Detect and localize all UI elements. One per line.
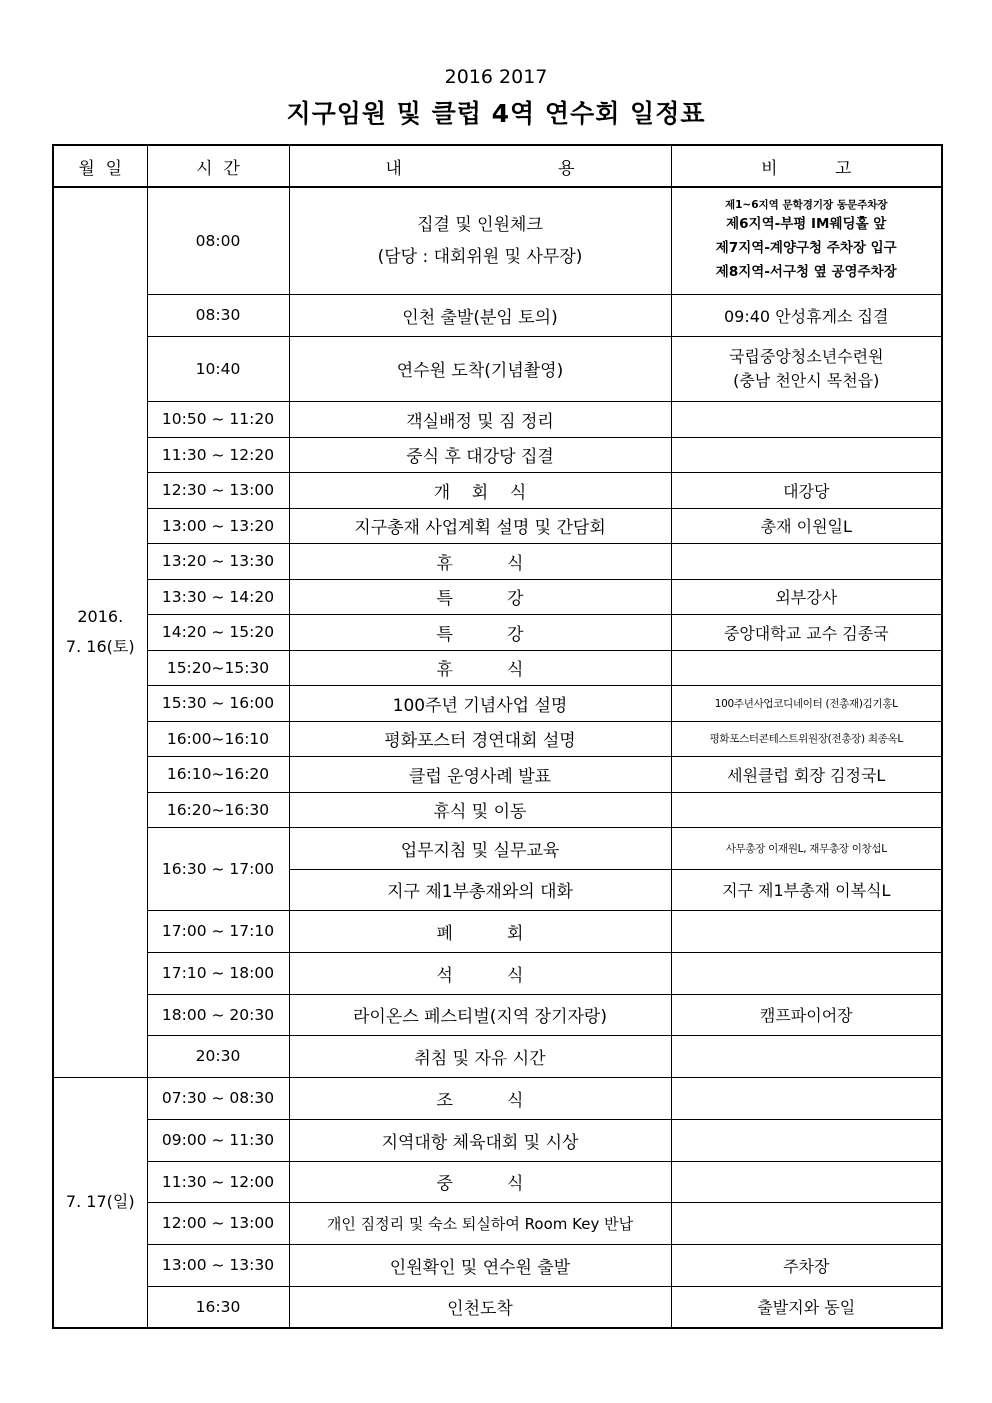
table-row [53, 827, 942, 869]
time-cell: 16:10~16:20 [147, 756, 289, 792]
note-cell: 주차장 [671, 1244, 942, 1286]
column-header-date: 월 일 [53, 145, 147, 187]
table-row [53, 437, 942, 472]
day1-date-year: 2016. [77, 607, 124, 627]
time-cell: 17:00 ~ 17:10 [147, 910, 289, 952]
content-cell: 개 회 식 [289, 472, 671, 508]
note-cell: 제1~6지역 문학경기장 동문주차장 제6지역-부평 IM웨딩홀 앞 제7지역-계양구청 주차장 입구 제8지역-서구청 옆 공영주차장 [671, 187, 942, 294]
table-row [53, 910, 942, 952]
content-cell: 연수원 도착(기념촬영) [289, 336, 671, 401]
table-row [53, 1119, 942, 1161]
note-cell [671, 792, 942, 827]
note-cell: 중앙대학교 교수 김종국 [671, 614, 942, 650]
table-row [53, 508, 942, 543]
table-row [53, 952, 942, 994]
table-row [53, 1077, 942, 1119]
note-cell [671, 1035, 942, 1077]
time-cell: 17:10 ~ 18:00 [147, 952, 289, 994]
time-cell: 14:20 ~ 15:20 [147, 614, 289, 650]
table-header-row [53, 145, 942, 187]
content-cell: 100주년 기념사업 설명 [289, 685, 671, 721]
content-cell: 라이온스 페스티벌(지역 장기자랑) [289, 994, 671, 1035]
note-cell: 총재 이원일L [671, 508, 942, 543]
note-cell [671, 543, 942, 579]
column-header-note: 비 고 [671, 145, 942, 187]
time-cell: 16:20~16:30 [147, 792, 289, 827]
note-cell [671, 650, 942, 685]
table-row [53, 1202, 942, 1244]
table-row [53, 994, 942, 1035]
time-cell: 08:30 [147, 294, 289, 336]
content-cell: 집결 및 인원체크 (담당 : 대회위원 및 사무장) [289, 187, 671, 294]
column-header-time: 시 간 [147, 145, 289, 187]
note-cell [671, 1077, 942, 1119]
content-cell: 석 식 [289, 952, 671, 994]
table-row [53, 336, 942, 401]
day1-date-cell [53, 187, 147, 1077]
time-cell: 18:00 ~ 20:30 [147, 994, 289, 1035]
content-cell: 지역대항 체육대회 및 시상 [289, 1119, 671, 1161]
note-cell: 지구 제1부총재 이복식L [671, 869, 942, 910]
time-cell: 16:00~16:10 [147, 721, 289, 756]
note-cell: 100주년사업코디네이터 (전총재)김기홍L [671, 685, 942, 721]
note-cell: 09:40 안성휴게소 집결 [671, 294, 942, 336]
document-year: 2016 2017 [444, 66, 548, 88]
content-cell: 폐 회 [289, 910, 671, 952]
content-cell: 지구총재 사업계획 설명 및 간담회 [289, 508, 671, 543]
note-cell: 출발지와 동일 [671, 1286, 942, 1328]
time-cell: 11:30 ~ 12:20 [147, 437, 289, 472]
content-cell: 객실배정 및 짐 정리 [289, 401, 671, 437]
note-cell [671, 1119, 942, 1161]
table-row [53, 1244, 942, 1286]
content-cell: 클럽 운영사례 발표 [289, 756, 671, 792]
content-cell: 개인 짐정리 및 숙소 퇴실하여 Room Key 반납 [289, 1202, 671, 1244]
note-cell [671, 437, 942, 472]
content-cell: 업무지침 및 실무교육 [289, 827, 671, 869]
content-cell: 특 강 [289, 614, 671, 650]
content-cell: 중 식 [289, 1161, 671, 1202]
content-cell: 인천도착 [289, 1286, 671, 1328]
schedule-table [52, 144, 943, 1329]
content-cell: 휴식 및 이동 [289, 792, 671, 827]
table-row [53, 756, 942, 792]
time-cell: 16:30 ~ 17:00 [147, 827, 289, 910]
time-cell: 12:00 ~ 13:00 [147, 1202, 289, 1244]
time-cell: 13:20 ~ 13:30 [147, 543, 289, 579]
time-cell: 13:30 ~ 14:20 [147, 579, 289, 614]
note-cell [671, 952, 942, 994]
time-cell: 10:50 ~ 11:20 [147, 401, 289, 437]
content-cell: 지구 제1부총재와의 대화 [289, 869, 671, 910]
table-row [53, 401, 942, 437]
table-row [53, 1035, 942, 1077]
table-row [53, 614, 942, 650]
table-row [53, 1286, 942, 1328]
time-cell: 12:30 ~ 13:00 [147, 472, 289, 508]
content-cell: 취침 및 자유 시간 [289, 1035, 671, 1077]
time-cell: 09:00 ~ 11:30 [147, 1119, 289, 1161]
note-cell [671, 401, 942, 437]
day1-date-day: 7. 16(토) [65, 637, 135, 657]
note-cell: 외부강사 [671, 579, 942, 614]
table-row [53, 792, 942, 827]
note-cell: 대강당 [671, 472, 942, 508]
time-cell: 08:00 [147, 187, 289, 294]
table-row [53, 294, 942, 336]
time-cell: 15:30 ~ 16:00 [147, 685, 289, 721]
content-cell: 휴 식 [289, 543, 671, 579]
table-row [53, 685, 942, 721]
table-row [53, 579, 942, 614]
table-row [53, 721, 942, 756]
note-cell: 사무총장 이재원L, 재무총장 이창섭L [671, 827, 942, 869]
time-cell: 07:30 ~ 08:30 [147, 1077, 289, 1119]
table-row [53, 472, 942, 508]
note-cell [671, 1202, 942, 1244]
note-cell: 세원클럽 회장 김정국L [671, 756, 942, 792]
time-cell: 16:30 [147, 1286, 289, 1328]
table-row [53, 187, 942, 294]
time-cell: 11:30 ~ 12:00 [147, 1161, 289, 1202]
content-cell: 인원확인 및 연수원 출발 [289, 1244, 671, 1286]
content-cell: 조 식 [289, 1077, 671, 1119]
note-cell: 평화포스터콘테스트위원장(전총장) 최종옥L [671, 721, 942, 756]
document-title: 지구임원 및 클럽 4역 연수회 일정표 [286, 99, 706, 128]
note-cell [671, 1161, 942, 1202]
table-row [53, 650, 942, 685]
table-row [53, 1161, 942, 1202]
time-cell: 13:00 ~ 13:30 [147, 1244, 289, 1286]
content-cell: 휴 식 [289, 650, 671, 685]
day2-date-cell: 7. 17(일) [53, 1077, 147, 1328]
content-cell: 평화포스터 경연대회 설명 [289, 721, 671, 756]
note-cell: 국립중앙청소년수련원 (충남 천안시 목천읍) [671, 336, 942, 401]
note-cell [671, 910, 942, 952]
time-cell: 10:40 [147, 336, 289, 401]
content-cell: 특 강 [289, 579, 671, 614]
note-cell: 캠프파이어장 [671, 994, 942, 1035]
table-row [53, 543, 942, 579]
content-cell: 인천 출발(분임 토의) [289, 294, 671, 336]
time-cell: 13:00 ~ 13:20 [147, 508, 289, 543]
time-cell: 15:20~15:30 [147, 650, 289, 685]
column-header-content: 내 용 [289, 145, 671, 187]
content-cell: 중식 후 대강당 집결 [289, 437, 671, 472]
time-cell: 20:30 [147, 1035, 289, 1077]
